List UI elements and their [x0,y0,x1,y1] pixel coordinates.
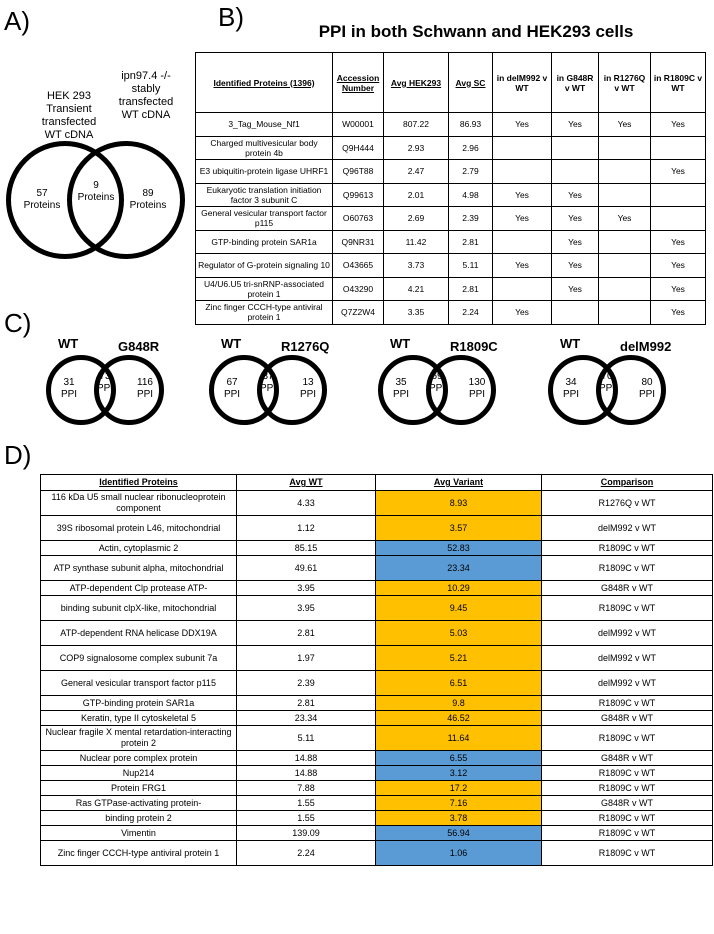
table-row [196,113,706,137]
cell-avg-variant: 5.03 [376,621,542,646]
cell-avg-variant: 46.52 [376,711,542,726]
cell-accession: Q96T88 [333,160,384,184]
col-header-comparison: Comparison [542,475,713,491]
cell-avg-variant: 9.8 [376,696,542,711]
cell-comparison: R1809C v WT [542,596,713,621]
cell-protein: 39S ribosomal protein L46, mitochondrial [41,516,237,541]
cell-avg-variant: 3.57 [376,516,542,541]
col-header-g848r: in G848R v WT [552,53,599,113]
cell-avg-hek293: 11.42 [384,230,449,254]
col-header-avg-hek: Avg HEK293 [384,53,449,113]
cell-g848r: Yes [552,230,599,254]
cell-comparison: R1809C v WT [542,556,713,581]
venn-wt-only: 31 PPI [60,377,78,400]
cell-protein: COP9 signalosome complex subunit 7a [41,646,237,671]
cell-avg-variant: 8.93 [376,491,542,516]
cell-g848r [552,160,599,184]
cell-protein: Actin, cytoplasmic 2 [41,541,237,556]
cell-delm992 [493,160,552,184]
cell-accession: Q9H444 [333,136,384,160]
cell-delm992: Yes [493,254,552,278]
venn-variant-only: 130 PPI [468,377,486,400]
table-header-row [41,475,713,491]
cell-comparison: R1809C v WT [542,726,713,751]
table-row [41,711,713,726]
cell-g848r: Yes [552,113,599,137]
cell-accession: O60763 [333,207,384,231]
cell-protein: Nup214 [41,766,237,781]
cell-r1276q [599,277,651,301]
table-row [196,230,706,254]
col-header-r1809c: in R1809C v WT [651,53,706,113]
table-row [41,726,713,751]
cell-g848r: Yes [552,183,599,207]
cell-r1276q: Yes [599,207,651,231]
cell-comparison: delM992 v WT [542,671,713,696]
cell-avg-wt: 4.33 [237,491,376,516]
cell-avg-wt: 85.15 [237,541,376,556]
cell-avg-wt: 2.81 [237,621,376,646]
cell-avg-wt: 1.97 [237,646,376,671]
cell-avg-variant: 11.64 [376,726,542,751]
table-row [41,541,713,556]
cell-avg-variant: 10.29 [376,581,542,596]
cell-avg-wt: 49.61 [237,556,376,581]
cell-avg-sc: 4.98 [449,183,493,207]
venn-overlap: 69 PPI [428,371,446,394]
cell-accession: O43290 [333,277,384,301]
cell-avg-wt: 1.12 [237,516,376,541]
cell-avg-sc: 5.11 [449,254,493,278]
venn-overlap: 73 PPI [96,371,114,394]
cell-r1809c: Yes [651,230,706,254]
table-row [196,254,706,278]
table-row [41,596,713,621]
cell-protein: Nuclear fragile X mental retardation-interacting protein 2 [41,726,237,751]
cell-r1809c: Yes [651,113,706,137]
cell-delm992 [493,277,552,301]
cell-protein: GTP-binding protein SAR1a [41,696,237,711]
cell-delm992 [493,136,552,160]
cell-delm992 [493,230,552,254]
cell-comparison: G848R v WT [542,796,713,811]
table-row [41,581,713,596]
venn-a-right-value: 89 Proteins [129,188,167,211]
cell-avg-wt: 3.95 [237,596,376,621]
cell-avg-wt: 139.09 [237,826,376,841]
cell-protein-name: Regulator of G-protein signaling 10 [196,254,333,278]
cell-comparison: delM992 v WT [542,621,713,646]
cell-protein-name: GTP-binding protein SAR1a [196,230,333,254]
cell-avg-hek293: 2.93 [384,136,449,160]
cell-g848r: Yes [552,277,599,301]
cell-accession: O43665 [333,254,384,278]
venn-right-label: G848R [118,339,160,354]
venn-wt-only: 35 PPI [392,377,410,400]
cell-protein: binding protein 2 [41,811,237,826]
cell-avg-wt: 14.88 [237,766,376,781]
cell-avg-wt: 7.88 [237,781,376,796]
cell-avg-sc: 2.81 [449,277,493,301]
cell-comparison: R1809C v WT [542,766,713,781]
table-row [41,671,713,696]
cell-protein-name: General vesicular transport factor p115 [196,207,333,231]
cell-comparison: G848R v WT [542,711,713,726]
cell-avg-variant: 6.55 [376,751,542,766]
venn-left-label: WT [221,336,242,351]
cell-avg-wt: 2.39 [237,671,376,696]
cell-delm992: Yes [493,183,552,207]
cell-avg-variant: 1.06 [376,841,542,866]
cell-accession: Q9NR31 [333,230,384,254]
venn-right-label: delM992 [620,339,672,354]
venn-right-label: R1809C [450,339,498,354]
table-row [41,841,713,866]
cell-avg-hek293: 807.22 [384,113,449,137]
col-header-avg-wt: Avg WT [237,475,376,491]
cell-comparison: R1809C v WT [542,541,713,556]
cell-avg-sc: 2.96 [449,136,493,160]
cell-protein: 116 kDa U5 small nuclear ribonucleoprotein component [41,491,237,516]
cell-accession: W00001 [333,113,384,137]
cell-r1276q [599,160,651,184]
cell-g848r [552,301,599,325]
cell-r1809c [651,207,706,231]
venn-left-label: WT [560,336,581,351]
cell-avg-hek293: 3.73 [384,254,449,278]
cell-protein-name: Charged multivesicular body protein 4b [196,136,333,160]
cell-avg-wt: 1.55 [237,811,376,826]
table-row [41,696,713,711]
cell-avg-hek293: 2.01 [384,183,449,207]
cell-comparison: R1809C v WT [542,696,713,711]
cell-protein: Vimentin [41,826,237,841]
venn-overlap: 37 PPI [259,371,277,394]
cell-comparison: R1809C v WT [542,826,713,841]
cell-comparison: R1809C v WT [542,781,713,796]
cell-g848r: Yes [552,207,599,231]
panel-a-letter: A) [4,6,30,36]
cell-r1276q [599,230,651,254]
cell-protein-name: U4/U6.U5 tri-snRNP-associated protein 1 [196,277,333,301]
cell-protein: ATP-dependent RNA helicase DDX19A [41,621,237,646]
cell-protein-name: Eukaryotic translation initiation factor 3 subunit C [196,183,333,207]
venn-a-right-label: ipn97.4 -/- stably transfected WT cDNA [118,70,174,121]
cell-delm992: Yes [493,113,552,137]
cell-comparison: G848R v WT [542,751,713,766]
cell-avg-wt: 2.81 [237,696,376,711]
cell-comparison: delM992 v WT [542,516,713,541]
table-row [196,277,706,301]
cell-avg-hek293: 4.21 [384,277,449,301]
venn-variant-only: 13 PPI [299,377,317,400]
cell-avg-variant: 17.2 [376,781,542,796]
cell-r1276q [599,254,651,278]
cell-avg-variant: 3.12 [376,766,542,781]
table-row [41,826,713,841]
table-row [41,556,713,581]
col-header-identified-proteins: Identified Proteins [41,475,237,491]
table-row [196,301,706,325]
cell-comparison: R1276Q v WT [542,491,713,516]
col-header-accession: Accession Number [333,53,384,113]
table-row [41,766,713,781]
cell-protein: ATP-dependent Clp protease ATP- [41,581,237,596]
cell-r1809c: Yes [651,301,706,325]
panel-d-table [40,474,713,866]
cell-avg-wt: 23.34 [237,711,376,726]
col-header-delm992: in delM992 v WT [493,53,552,113]
table-row [196,160,706,184]
table-header-row [196,53,706,113]
cell-avg-variant: 6.51 [376,671,542,696]
cell-accession: Q7Z2W4 [333,301,384,325]
panel-b-title: PPI in both Schwann and HEK293 cells [318,22,634,41]
table-row [41,491,713,516]
venn-right-label: R1276Q [281,339,330,354]
venn-a-left-value: 57 Proteins [23,188,61,211]
cell-avg-hek293: 2.47 [384,160,449,184]
table-row [41,781,713,796]
panel-c-letter: C) [4,308,32,338]
cell-protein: Keratin, type II cytoskeletal 5 [41,711,237,726]
cell-protein-name: 3_Tag_Mouse_Nf1 [196,113,333,137]
panel-d-letter: D) [4,440,32,470]
cell-r1276q: Yes [599,113,651,137]
cell-avg-sc: 2.24 [449,301,493,325]
table-row [196,183,706,207]
venn-overlap: 70 PPI [598,371,616,394]
cell-avg-wt: 5.11 [237,726,376,751]
cell-avg-variant: 9.45 [376,596,542,621]
cell-protein: ATP synthase subunit alpha, mitochondrial [41,556,237,581]
cell-r1276q [599,301,651,325]
cell-protein: General vesicular transport factor p115 [41,671,237,696]
table-row [41,646,713,671]
venn-wt-only: 67 PPI [223,377,241,400]
cell-protein: Ras GTPase-activating protein- [41,796,237,811]
venn-left-label: WT [58,336,79,351]
cell-protein: Protein FRG1 [41,781,237,796]
cell-comparison: R1809C v WT [542,841,713,866]
panel-b-table [195,52,706,325]
cell-r1276q [599,183,651,207]
cell-avg-variant: 23.34 [376,556,542,581]
table-row [41,751,713,766]
cell-protein-name: Zinc finger CCCH-type antiviral protein 1 [196,301,333,325]
cell-protein: binding subunit clpX-like, mitochondrial [41,596,237,621]
cell-r1276q [599,136,651,160]
cell-g848r [552,136,599,160]
cell-r1809c: Yes [651,160,706,184]
col-header-protein: Identified Proteins (1396) [196,53,333,113]
col-header-avg-variant: Avg Variant [376,475,542,491]
table-row [41,621,713,646]
cell-delm992: Yes [493,207,552,231]
cell-avg-sc: 2.81 [449,230,493,254]
cell-comparison: G848R v WT [542,581,713,596]
cell-r1809c: Yes [651,254,706,278]
table-row [41,811,713,826]
cell-avg-wt: 3.95 [237,581,376,596]
cell-comparison: delM992 v WT [542,646,713,671]
table-row [196,136,706,160]
col-header-avg-sc: Avg SC [449,53,493,113]
venn-left-label: WT [390,336,411,351]
col-header-r1276q: in R1276Q v WT [599,53,651,113]
cell-accession: Q99613 [333,183,384,207]
cell-avg-hek293: 2.69 [384,207,449,231]
cell-avg-wt: 1.55 [237,796,376,811]
table-row [196,207,706,231]
venn-variant-only: 116 PPI [136,377,154,400]
cell-avg-wt: 2.24 [237,841,376,866]
cell-protein: Nuclear pore complex protein [41,751,237,766]
cell-avg-variant: 3.78 [376,811,542,826]
table-row [41,516,713,541]
cell-avg-sc: 86.93 [449,113,493,137]
cell-avg-variant: 52.83 [376,541,542,556]
cell-comparison: R1809C v WT [542,811,713,826]
cell-r1809c: Yes [651,277,706,301]
venn-variant-only: 80 PPI [638,377,656,400]
venn-a-left-label: HEK 293 Transient transfected WT cDNA [41,90,97,141]
cell-avg-hek293: 3.35 [384,301,449,325]
cell-protein: Zinc finger CCCH-type antiviral protein 1 [41,841,237,866]
cell-r1809c [651,183,706,207]
cell-g848r: Yes [552,254,599,278]
venn-wt-only: 34 PPI [562,377,580,400]
table-row [41,796,713,811]
panel-b-letter: B) [218,2,244,32]
cell-avg-variant: 56.94 [376,826,542,841]
venn-a-overlap-value: 9 Proteins [77,180,115,203]
cell-protein-name: E3 ubiquitin-protein ligase UHRF1 [196,160,333,184]
cell-delm992: Yes [493,301,552,325]
cell-avg-sc: 2.39 [449,207,493,231]
cell-avg-variant: 7.16 [376,796,542,811]
cell-avg-variant: 5.21 [376,646,542,671]
cell-r1809c [651,136,706,160]
cell-avg-wt: 14.88 [237,751,376,766]
cell-avg-sc: 2.79 [449,160,493,184]
